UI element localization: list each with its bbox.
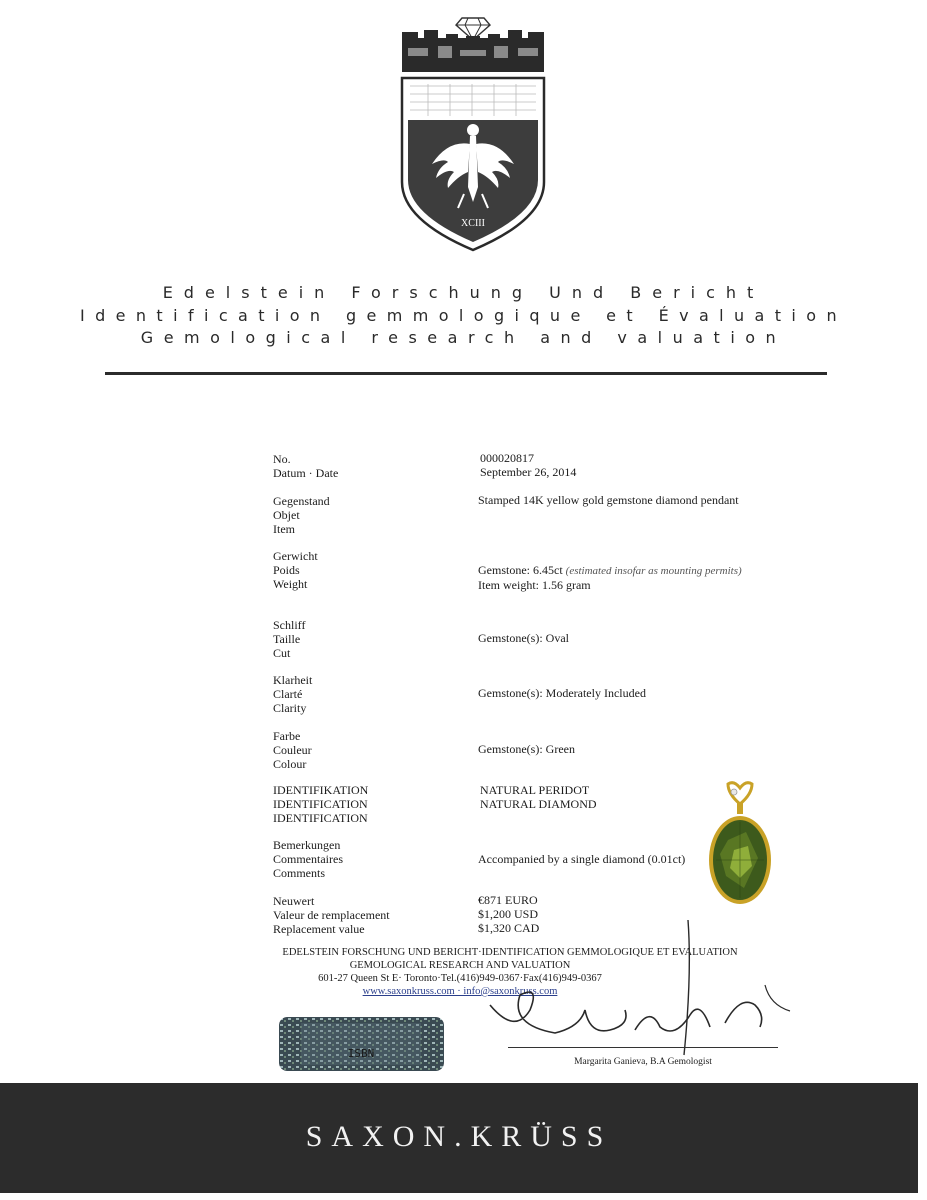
gemstone-weight-text: Gemstone: 6.45ct	[478, 563, 563, 577]
date-label: Datum · Date	[273, 466, 339, 480]
item-label-de: Gegenstand	[273, 494, 330, 508]
value-euro: €871 EURO	[478, 893, 538, 907]
item-weight: Item weight: 1.56 gram	[478, 578, 591, 592]
weight-label-de: Gerwicht	[273, 549, 318, 563]
clarity-label-de: Klarheit	[273, 673, 313, 687]
gemstone-weight-note: (estimated insofar as mounting permits)	[565, 565, 742, 577]
comments-value: Accompanied by a single diamond (0.01ct)	[478, 852, 686, 866]
header-divider	[105, 372, 827, 375]
identification-label-de: IDENTIFIKATION	[273, 783, 369, 797]
header-line-en: Gemological research and valuation	[140, 328, 787, 347]
item-labels	[273, 494, 330, 536]
comments-labels	[273, 838, 343, 880]
crown-band	[402, 30, 544, 72]
weight-values	[478, 563, 742, 592]
value-label-de: Neuwert	[273, 894, 315, 908]
value-label-fr: Valeur de remplacement	[273, 908, 390, 922]
hologram-sticker	[279, 1017, 444, 1071]
gemologist-signature	[460, 915, 800, 1065]
colour-label-fr: Couleur	[273, 743, 312, 757]
footer-address: 601-27 Queen St E· Toronto·Tel.(416)949-0367·Fax(416)949-0367	[318, 973, 602, 984]
value-usd: $1,200 USD	[478, 907, 539, 921]
weight-label-fr: Poids	[273, 563, 300, 577]
identification-value-peridot: NATURAL PERIDOT	[480, 783, 590, 797]
item-label-fr: Objet	[273, 508, 300, 522]
clarity-label-en: Clarity	[273, 701, 307, 715]
crest-logo	[398, 12, 548, 252]
header-line-fr: Identification gemmologique et Évaluation	[79, 306, 848, 325]
clarity-labels	[273, 673, 312, 715]
number-value: 000020817	[480, 451, 534, 465]
header-line-de: Edelstein Forschung Und Bericht	[162, 283, 765, 302]
colour-label-en: Colour	[273, 757, 307, 771]
clarity-label-fr: Clarté	[273, 687, 303, 701]
brand-name: SAXON.KRÜSS	[305, 1120, 613, 1153]
weight-labels	[273, 549, 318, 591]
shield-top-pattern	[410, 84, 536, 116]
comments-label-de: Bemerkungen	[273, 838, 341, 852]
gemstone-weight	[478, 563, 742, 578]
footer-company-line2: GEMOLOGICAL RESEARCH AND VALUATION	[349, 960, 571, 971]
clarity-value: Gemstone(s): Moderately Included	[478, 686, 646, 700]
colour-label-de: Farbe	[273, 729, 301, 743]
footer-company-line1: EDELSTEIN FORSCHUNG UND BERICHT·IDENTIFICATION GEMMOLOGIQUE ET EVALUATION	[282, 947, 738, 958]
footer-web-link[interactable]: www.saxonkruss.com · info@saxonkruss.com	[362, 986, 558, 997]
value-label-en: Replacement value	[273, 922, 365, 936]
identification-value-diamond: NATURAL DIAMOND	[480, 797, 597, 811]
comments-label-fr: Commentaires	[273, 852, 343, 866]
hologram-text: ISBN	[347, 1047, 375, 1060]
cut-value: Gemstone(s): Oval	[478, 631, 569, 645]
identification-label-fr: IDENTIFICATION	[273, 797, 368, 811]
signature-line	[508, 1047, 778, 1048]
signatory-name: Margarita Ganieva, B.A Gemologist	[574, 1057, 712, 1067]
item-label-en: Item	[273, 522, 295, 536]
date-value: September 26, 2014	[480, 465, 577, 479]
item-value: Stamped 14K yellow gold gemstone diamond pendant	[478, 493, 739, 507]
comments-label-en: Comments	[273, 866, 326, 880]
pendant-photo	[700, 780, 780, 910]
identification-label-en: IDENTIFICATION	[273, 811, 368, 825]
colour-value: Gemstone(s): Green	[478, 742, 575, 756]
crest-numeral: XCIII	[461, 218, 485, 229]
value-cad: $1,320 CAD	[478, 921, 540, 935]
weight-label-en: Weight	[273, 577, 308, 591]
colour-labels	[273, 729, 312, 771]
value-labels	[273, 894, 390, 936]
cut-labels	[273, 618, 305, 660]
number-label: No.	[273, 452, 291, 466]
cut-label-fr: Taille	[273, 632, 301, 646]
cut-label-en: Cut	[273, 646, 291, 660]
identification-values	[480, 783, 597, 811]
cut-label-de: Schliff	[273, 618, 306, 632]
identification-labels	[273, 783, 368, 825]
